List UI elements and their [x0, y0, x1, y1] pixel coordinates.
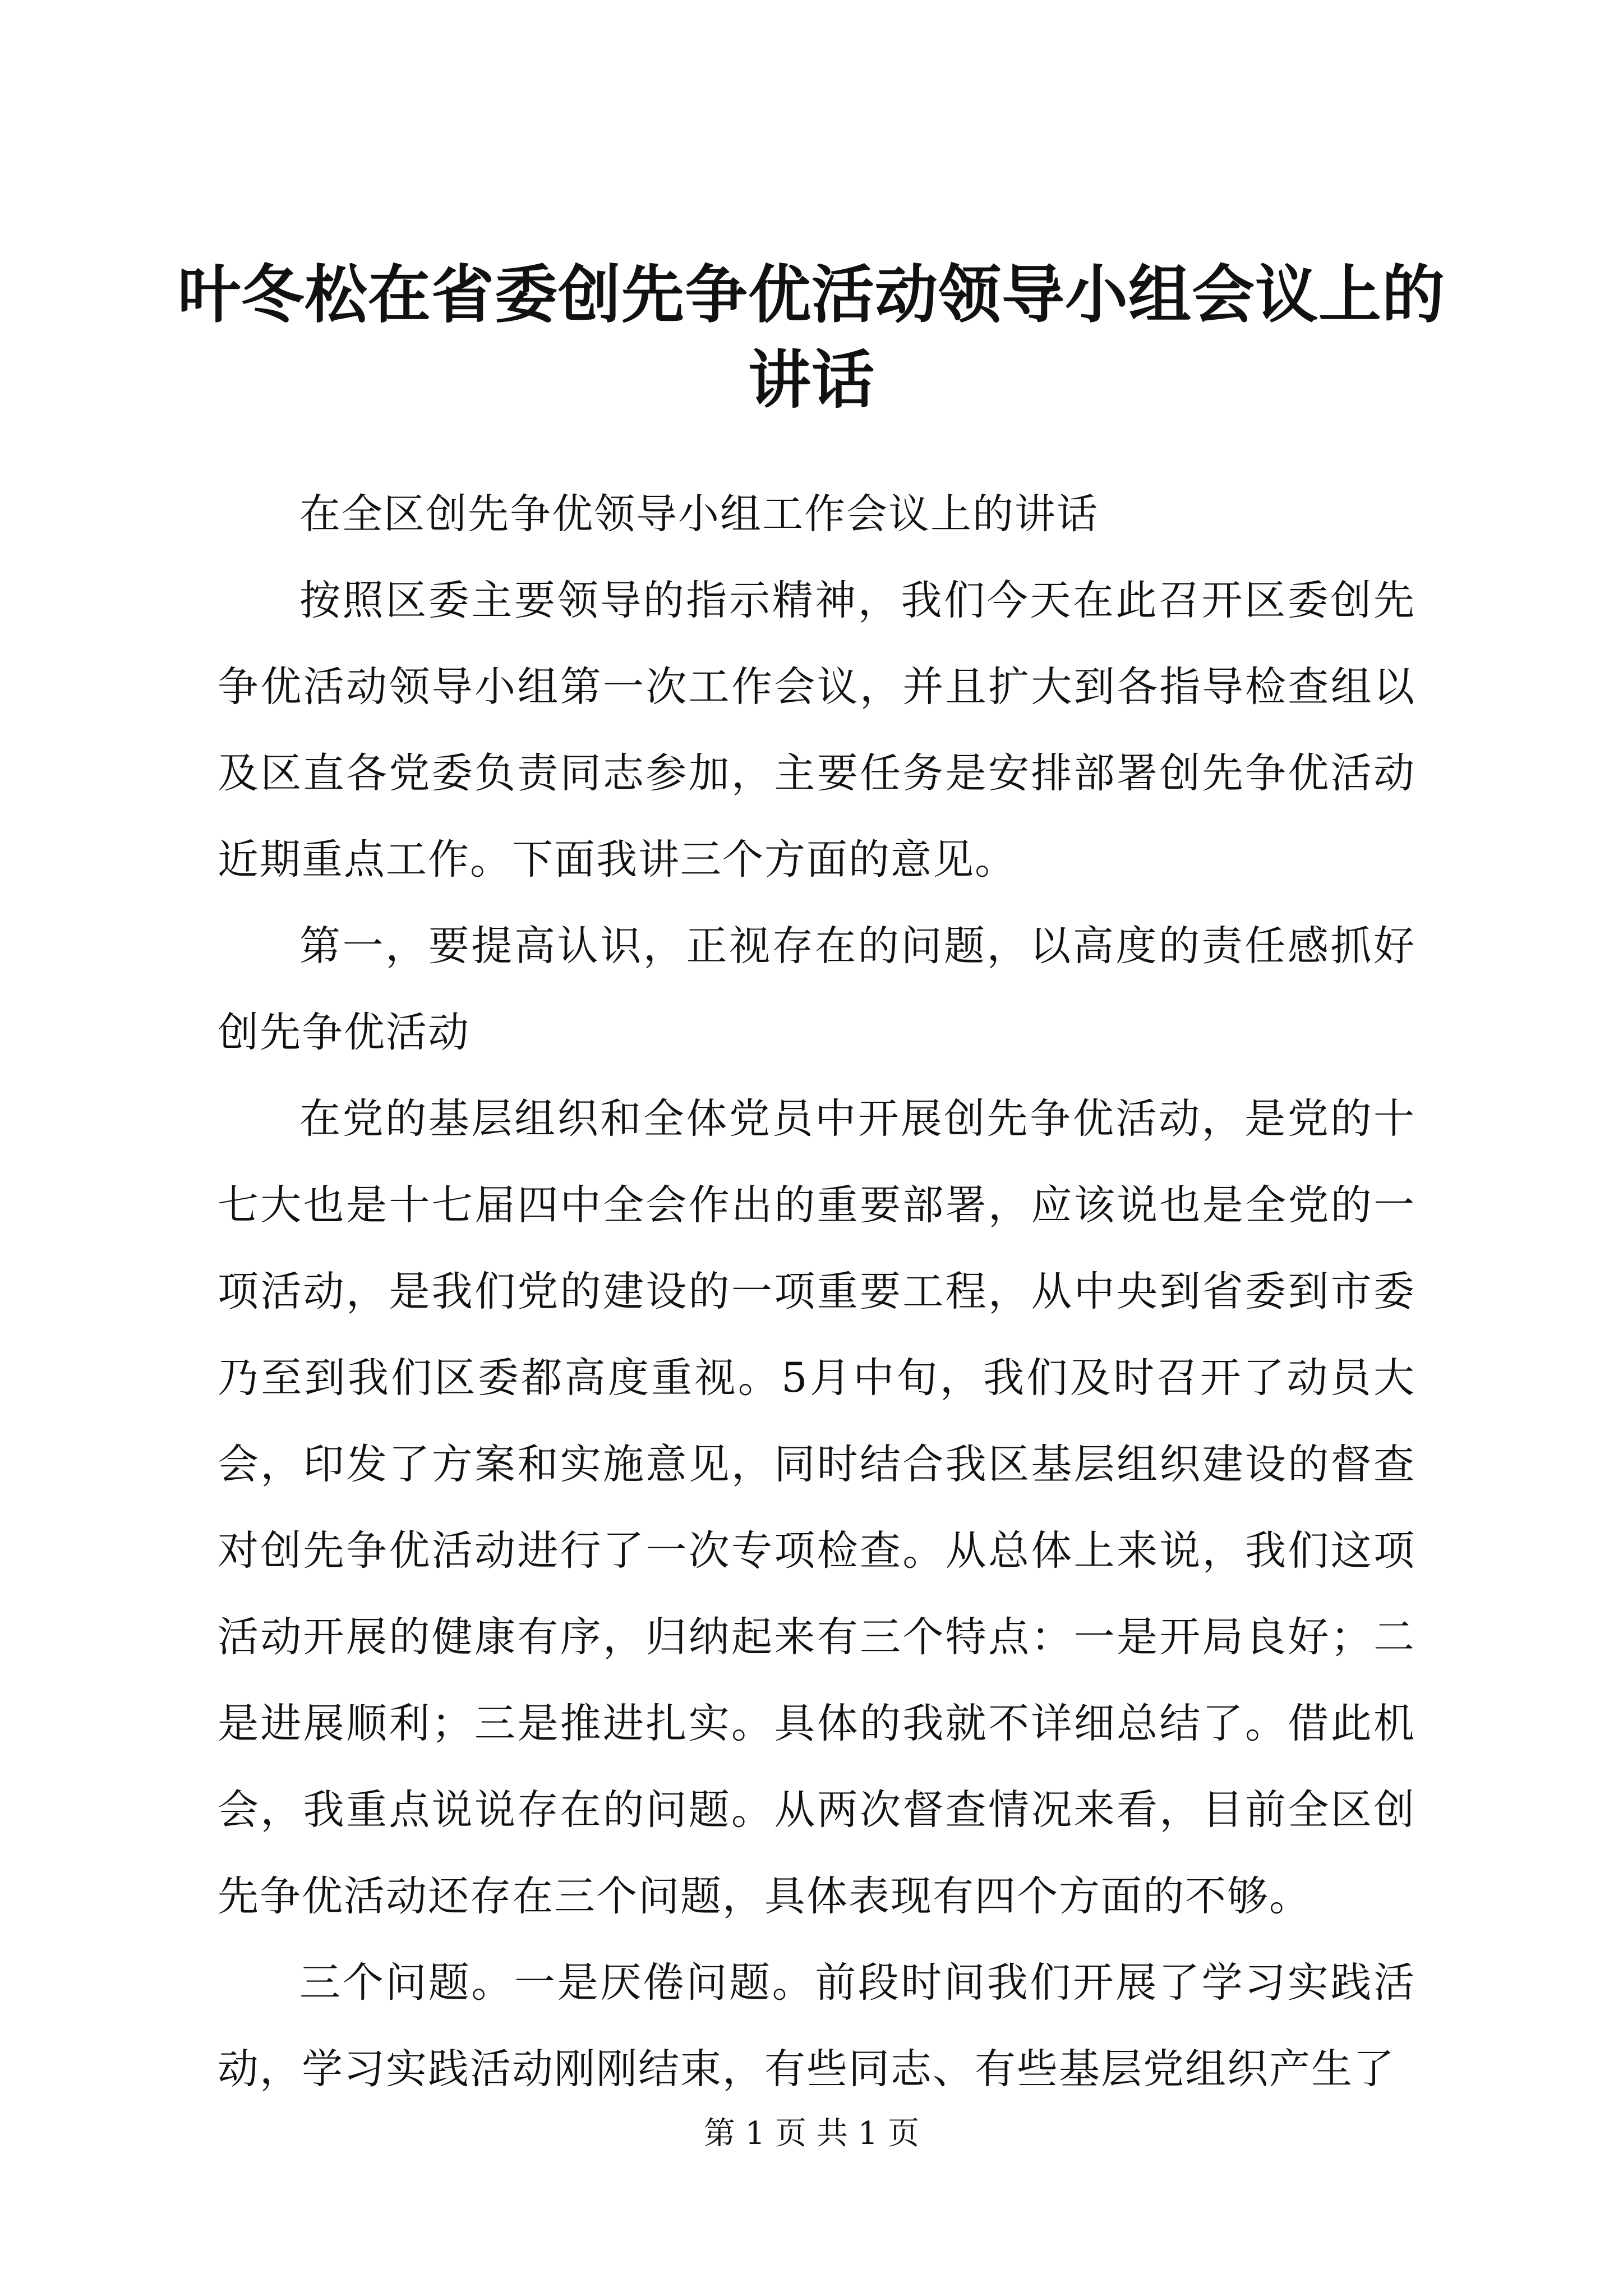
body-paragraph: 三个问题。一是厌倦问题。前段时间我们开展了学习实践活动，学习实践活动刚刚结束，有些同志、有些基层党组织产生了 [218, 1959, 1415, 2093]
body-paragraph: 按照区委主要领导的指示精神，我们今天在此召开区委创先争优活动领导小组第一次工作会议，并且扩大到各指导检查组以及区直各党委负责同志参加，主要任务是安排部署创先争优活动近期重点工作。下面我讲三个方面的意见。 [218, 577, 1415, 884]
body-paragraph: 在党的基层组织和全体党员中开展创先争优活动，是党的十七大也是十七届四中全会作出的重要部署，应该说也是全党的一项活动，是我们党的建设的一项重要工程，从中央到省委到市委乃至到我们区委都高度重视。5月中旬，我们及时召开了动员大会，印发了方案和实施意见，同时结合我区基层组织建设的督查对创先争优活动进行了一次专项检查。从总体上来说，我们这项活动开展的健康有序，归纳起来有三个特点：一是开局良好；二是进展顺利；三是推进扎实。具体的我就不详细总结了。借此机会，我重点说说存在的问题。从两次督查情况来看，目前全区创先争优活动还存在三个问题，具体表现有四个方面的不够。 [218, 1095, 1415, 1920]
title-line-2: 讲话 [748, 344, 875, 417]
title-line-1: 叶冬松在省委创先争优活动领导小组会议上的 [178, 259, 1445, 332]
document-title [168, 252, 1455, 423]
subtitle-paragraph: 在全区创先争优领导小组工作会议上的讲话 [299, 490, 1099, 538]
document-body [218, 471, 1415, 2113]
section-heading: 第一，要提高认识，正视存在的问题，以高度的责任感抓好创先争优活动 [218, 922, 1415, 1056]
page-number-footer: 第 1 页 共 1 页 [703, 2115, 920, 2152]
